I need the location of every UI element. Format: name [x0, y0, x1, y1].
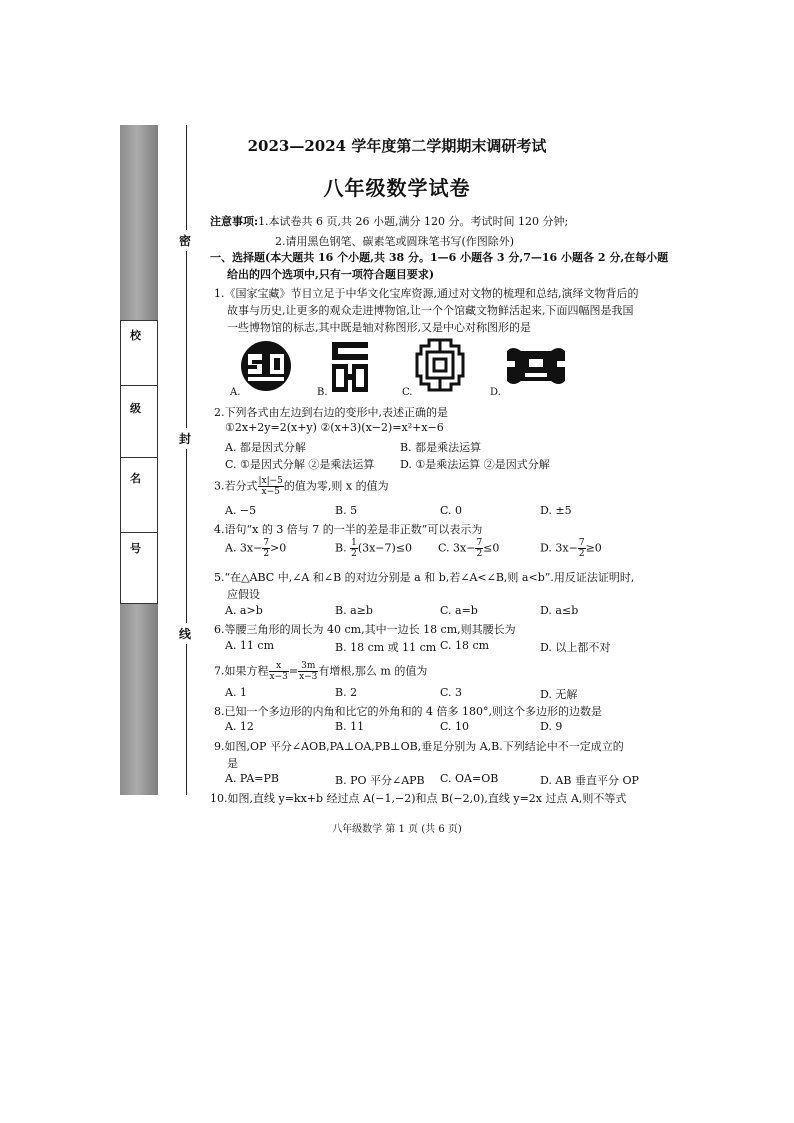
page-footer: 八年级数学 第 1 页 (共 6 页) — [332, 824, 462, 835]
q3-fraction — [258, 476, 284, 497]
q8-option-d: D. 9 — [540, 720, 563, 733]
q2-option-d: D. ①是乘法运算 ②是因式分解 — [400, 458, 550, 471]
q7-option-a: A. 1 — [225, 686, 247, 699]
q4-option-b — [335, 538, 412, 559]
q3-denominator: x−5 — [261, 487, 280, 497]
notice-line-2: 2.请用黑色钢笔、碳素笔或圆珠笔书写(作图除外) — [275, 235, 515, 248]
notice-line-1 — [210, 213, 568, 229]
section-heading-2: 给出的四个选项中,只有一项符合题目要求) — [227, 268, 435, 281]
q7-option-d: D. 无解 — [540, 688, 578, 701]
q6-option-b: B. 18 cm 或 11 cm — [335, 641, 437, 654]
school-field-label: 校 — [130, 329, 141, 342]
q7-stem-pre: 7.如果方程 — [214, 664, 269, 678]
q8-option-c: C. 10 — [440, 720, 470, 733]
q4-option-d — [540, 538, 602, 559]
q7-left-num: x — [269, 661, 289, 672]
q1-option-c: C. — [402, 387, 413, 398]
name-field-box — [120, 457, 158, 534]
q3-option-c: C. 0 — [440, 504, 463, 517]
q7-right-den: x−3 — [299, 672, 318, 682]
q4-c-post: ≤0 — [483, 541, 500, 555]
q9-line-2: 是 — [227, 757, 238, 770]
name-field-label: 名 — [130, 472, 141, 485]
q7-fraction-left — [269, 661, 289, 682]
q1-line-1: 1.《国家宝藏》节目立足于中华文化宝库资源,通过对文物的梳理和总结,演绎文物背后的 — [214, 287, 639, 300]
q1-option-d: D. — [490, 387, 501, 398]
q4-b-post: (3x−7)≤0 — [357, 541, 413, 555]
q9-option-d: D. AB 垂直平分 OP — [540, 774, 639, 787]
museum-logo-d — [503, 345, 569, 389]
q4-c-pre: C. 3x− — [438, 541, 476, 555]
q6-option-a: A. 11 cm — [225, 639, 275, 652]
q2-option-b: B. 都是乘法运算 — [400, 441, 482, 454]
q4-d-pre: D. 3x− — [540, 541, 578, 555]
exam-subtitle: 八年级数学试卷 — [323, 176, 471, 200]
q4-option-c — [438, 538, 499, 559]
q7-equals: = — [288, 664, 299, 678]
q5-option-d: D. a≤b — [540, 604, 579, 617]
class-field-label: 级 — [130, 402, 141, 415]
museum-logo-a — [240, 340, 292, 392]
q1-option-a: A. — [230, 387, 241, 398]
q2-expressions: ①2x+2y=2(x+y) ②(x+3)(x−2)=x²+x−6 — [225, 421, 444, 434]
q4-option-a — [225, 538, 286, 559]
q7-option-b: B. 2 — [335, 686, 358, 699]
q4-d-num: 7 — [578, 538, 585, 548]
q4-b-fraction — [350, 538, 358, 559]
q4-d-fraction — [578, 538, 586, 559]
q9-option-a: A. PA=PB — [225, 772, 279, 785]
q6-option-d: D. 以上都不对 — [540, 641, 611, 654]
q3-option-a: A. −5 — [225, 504, 257, 517]
q1-logo-row — [225, 335, 585, 400]
notice-text-1: 1.本试卷共 6 页,共 26 小题,满分 120 分。考试时间 120 分钟; — [258, 215, 569, 228]
q4-d-post: ≥0 — [585, 541, 602, 555]
exam-title: 2023—2024 学年度第二学期期末调研考试 — [247, 137, 547, 155]
number-field-label: 号 — [130, 542, 141, 555]
seal-mark-feng: 封 — [179, 428, 191, 449]
q3-stem-pre: 3.若分式 — [214, 479, 258, 493]
q4-c-num: 7 — [476, 538, 483, 548]
q3-option-b: B. 5 — [335, 504, 358, 517]
q4-a-pre: A. 3x− — [225, 541, 263, 555]
q1-line-2: 故事与历史,让更多的观众走进博物馆,让一个个馆藏文物鲜活起来,下面四幅图是我国 — [227, 304, 634, 317]
q4-c-fraction — [475, 538, 483, 559]
class-field-box — [120, 385, 158, 459]
q9-option-b: B. PO 平分∠APB — [335, 774, 425, 787]
q5-option-c: C. a=b — [440, 604, 478, 617]
seal-line — [186, 125, 187, 795]
q2-option-c: C. ①是因式分解 ②是乘法运算 — [225, 458, 375, 471]
q4-a-fraction — [262, 538, 270, 559]
q7-option-c: C. 3 — [440, 686, 463, 699]
q1-line-3: 一些博物馆的标志,其中既是轴对称图形,又是中心对称图形的是 — [227, 321, 531, 334]
q8-stem: 8.已知一个多边形的内角和比它的外角和的 4 倍多 180°,则这个多边形的边数是 — [214, 705, 602, 718]
q10-line-1: 10.如图,直线 y=kx+b 经过点 A(−1,−2)和点 B(−2,0),直线 y=2x 过点 A,则不等式 — [210, 792, 627, 805]
q4-d-den: 2 — [578, 549, 585, 559]
q4-stem: 4.语句“x 的 3 倍与 7 的一半的差是非正数”可以表示为 — [214, 523, 483, 536]
museum-logo-b — [330, 340, 370, 394]
q9-line-1: 9.如图,OP 平分∠AOB,PA⊥OA,PB⊥OB,垂足分别为 A,B.下列结论中不一定成立的 — [214, 740, 624, 753]
q5-line-1: 5.“在△ABC 中,∠A 和∠B 的对边分别是 a 和 b,若∠A<∠B,则 a<b”.用反证法证明时, — [214, 571, 635, 584]
museum-logo-c — [415, 338, 465, 392]
q5-option-b: B. a≥b — [335, 604, 373, 617]
seal-mark-mi: 密 — [179, 230, 191, 251]
q4-c-den: 2 — [476, 549, 483, 559]
q4-b-den: 2 — [351, 549, 357, 559]
q7-left-den: x−3 — [269, 672, 288, 682]
q2-stem: 2.下列各式由左边到右边的变形中,表述正确的是 — [214, 406, 448, 419]
q1-option-b: B. — [317, 387, 328, 398]
q4-b-pre: B. — [335, 541, 351, 555]
q4-b-num: 1 — [351, 538, 357, 548]
q5-line-2: 应假设 — [227, 588, 260, 601]
q9-option-c: C. OA=OB — [440, 772, 499, 785]
q3-stem-post: 的值为零,则 x 的值为 — [283, 479, 389, 493]
q7-stem — [214, 661, 427, 682]
q7-stem-post: 有增根,那么 m 的值为 — [318, 664, 428, 678]
q4-a-num: 7 — [263, 538, 270, 548]
q8-option-a: A. 12 — [225, 720, 254, 733]
q6-stem: 6.等腰三角形的周长为 40 cm,其中一边长 18 cm,则其腰长为 — [214, 623, 516, 636]
q3-option-d: D. ±5 — [540, 504, 572, 517]
q5-option-a: A. a>b — [225, 604, 263, 617]
notice-label: 注意事项: — [210, 215, 259, 228]
q6-option-c: C. 18 cm — [440, 639, 490, 652]
q8-option-b: B. 11 — [335, 720, 365, 733]
seal-mark-xian: 线 — [179, 623, 191, 644]
q2-option-a: A. 都是因式分解 — [225, 441, 306, 454]
q3-numerator: |x|−5 — [258, 476, 283, 486]
q4-a-post: >0 — [270, 541, 287, 555]
section-heading-1: 一、选择题(本大题共 16 个小题,共 38 分。1—6 小题各 3 分,7—16 小题各 2 分,在每小题 — [210, 251, 669, 264]
q7-right-num: 3m — [298, 661, 318, 672]
q3-stem — [214, 476, 389, 497]
q7-fraction-right — [298, 661, 318, 682]
q4-a-den: 2 — [263, 549, 270, 559]
